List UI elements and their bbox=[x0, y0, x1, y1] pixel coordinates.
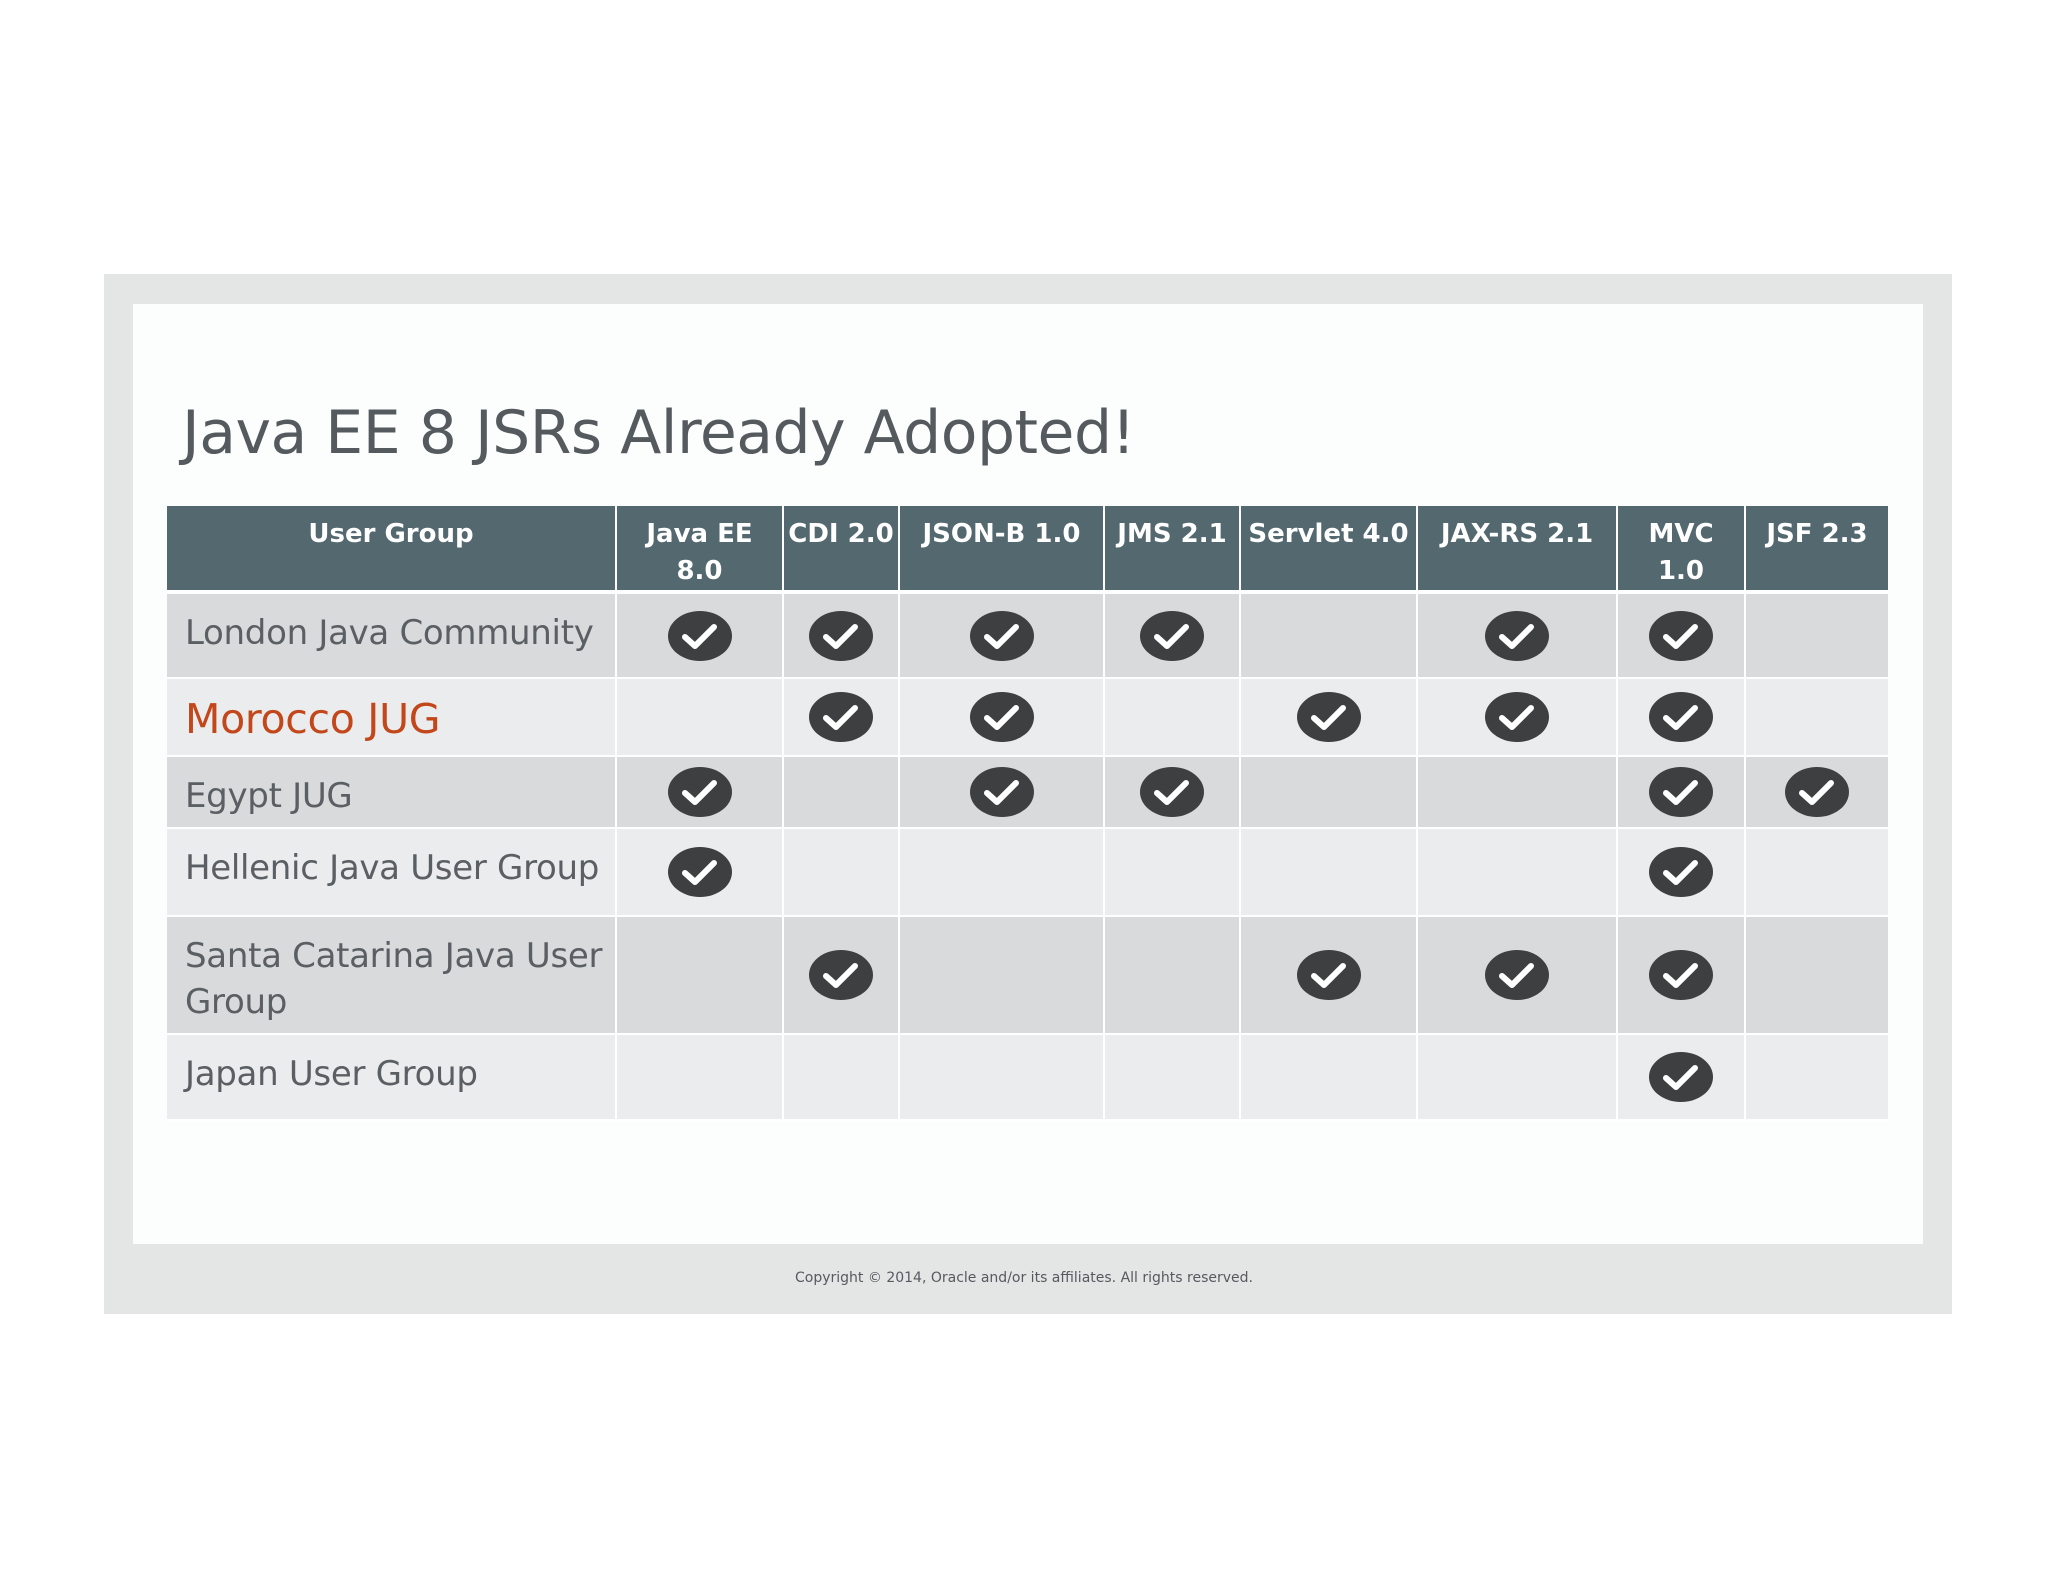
adoption-cell bbox=[899, 756, 1104, 828]
user-group-name: Egypt JUG bbox=[167, 756, 616, 828]
adoption-cell bbox=[783, 678, 899, 756]
checkmark-circle-icon bbox=[969, 766, 1035, 818]
table-row bbox=[167, 756, 1888, 828]
header-jax-rs: JAX-RS 2.1 bbox=[1417, 506, 1617, 592]
table-row bbox=[167, 678, 1888, 756]
checkmark-circle-icon bbox=[1484, 610, 1550, 662]
adoption-cell bbox=[1745, 756, 1888, 828]
adoption-cell bbox=[1417, 678, 1617, 756]
checkmark-circle-icon bbox=[969, 691, 1035, 743]
user-group-name: Hellenic Java User Group bbox=[167, 828, 616, 916]
adoption-cell bbox=[899, 678, 1104, 756]
adoption-cell bbox=[1240, 678, 1417, 756]
table-row bbox=[167, 828, 1888, 916]
slide-title: Java EE 8 JSRs Already Adopted! bbox=[182, 398, 1136, 468]
adoption-cell bbox=[783, 916, 899, 1034]
user-group-name: Morocco JUG bbox=[167, 678, 616, 756]
adoption-cell bbox=[616, 592, 783, 678]
checkmark-circle-icon bbox=[1784, 766, 1850, 818]
adoption-cell bbox=[1104, 592, 1240, 678]
adoption-cell bbox=[616, 756, 783, 828]
header-json-b: JSON-B 1.0 bbox=[899, 506, 1104, 592]
adoption-cell bbox=[1745, 678, 1888, 756]
checkmark-circle-icon bbox=[1296, 691, 1362, 743]
checkmark-circle-icon bbox=[667, 610, 733, 662]
adoption-cell bbox=[899, 916, 1104, 1034]
table-row bbox=[167, 592, 1888, 678]
adoption-cell bbox=[1240, 592, 1417, 678]
adoption-cell bbox=[616, 828, 783, 916]
header-mvc: MVC 1.0 bbox=[1617, 506, 1745, 592]
header-jsf: JSF 2.3 bbox=[1745, 506, 1888, 592]
adoption-cell bbox=[1745, 828, 1888, 916]
adoption-cell bbox=[1617, 1034, 1745, 1120]
adoption-cell bbox=[899, 592, 1104, 678]
header-user-group: User Group bbox=[167, 506, 616, 592]
checkmark-circle-icon bbox=[1139, 610, 1205, 662]
checkmark-circle-icon bbox=[1648, 691, 1714, 743]
checkmark-circle-icon bbox=[1296, 949, 1362, 1001]
adoption-cell bbox=[1617, 916, 1745, 1034]
user-group-name: Japan User Group bbox=[167, 1034, 616, 1120]
adoption-cell bbox=[1240, 828, 1417, 916]
adoption-cell bbox=[616, 1034, 783, 1120]
table-header-row bbox=[167, 506, 1888, 592]
header-cdi: CDI 2.0 bbox=[783, 506, 899, 592]
user-group-name: Santa Catarina Java User Group bbox=[167, 916, 616, 1034]
adoption-cell bbox=[1104, 828, 1240, 916]
adoption-cell bbox=[783, 592, 899, 678]
adoption-cell bbox=[616, 678, 783, 756]
adoption-cell bbox=[1240, 1034, 1417, 1120]
header-java-ee: Java EE 8.0 bbox=[616, 506, 783, 592]
table-row bbox=[167, 916, 1888, 1034]
adoption-cell bbox=[1104, 916, 1240, 1034]
checkmark-circle-icon bbox=[969, 610, 1035, 662]
table-body bbox=[167, 592, 1888, 1120]
checkmark-circle-icon bbox=[1648, 610, 1714, 662]
checkmark-circle-icon bbox=[1484, 949, 1550, 1001]
header-servlet: Servlet 4.0 bbox=[1240, 506, 1417, 592]
adoption-cell bbox=[1417, 1034, 1617, 1120]
adoption-cell bbox=[1104, 756, 1240, 828]
adoption-cell bbox=[1417, 916, 1617, 1034]
adoption-cell bbox=[1104, 1034, 1240, 1120]
adoption-cell bbox=[1617, 828, 1745, 916]
adoption-cell bbox=[1417, 756, 1617, 828]
adoption-cell bbox=[783, 828, 899, 916]
adoption-cell bbox=[783, 1034, 899, 1120]
adoption-cell bbox=[899, 828, 1104, 916]
adoption-cell bbox=[1745, 1034, 1888, 1120]
copyright-footer: Copyright © 2014, Oracle and/or its affiliates. All rights reserved. bbox=[795, 1270, 1253, 1286]
checkmark-circle-icon bbox=[1648, 1051, 1714, 1103]
checkmark-circle-icon bbox=[667, 766, 733, 818]
checkmark-circle-icon bbox=[1139, 766, 1205, 818]
adoption-table bbox=[167, 506, 1888, 1121]
adoption-cell bbox=[1240, 916, 1417, 1034]
adoption-cell bbox=[899, 1034, 1104, 1120]
checkmark-circle-icon bbox=[667, 846, 733, 898]
adoption-cell bbox=[1417, 828, 1617, 916]
user-group-name: London Java Community bbox=[167, 592, 616, 678]
checkmark-circle-icon bbox=[1648, 766, 1714, 818]
adoption-cell bbox=[1617, 678, 1745, 756]
checkmark-circle-icon bbox=[808, 610, 874, 662]
adoption-cell bbox=[616, 916, 783, 1034]
adoption-cell bbox=[1417, 592, 1617, 678]
adoption-cell bbox=[1240, 756, 1417, 828]
checkmark-circle-icon bbox=[1648, 949, 1714, 1001]
header-jms: JMS 2.1 bbox=[1104, 506, 1240, 592]
adoption-cell bbox=[783, 756, 899, 828]
checkmark-circle-icon bbox=[808, 691, 874, 743]
adoption-cell bbox=[1104, 678, 1240, 756]
adoption-cell bbox=[1745, 916, 1888, 1034]
checkmark-circle-icon bbox=[1484, 691, 1550, 743]
adoption-cell bbox=[1617, 592, 1745, 678]
checkmark-circle-icon bbox=[808, 949, 874, 1001]
checkmark-circle-icon bbox=[1648, 846, 1714, 898]
adoption-cell bbox=[1617, 756, 1745, 828]
adoption-cell bbox=[1745, 592, 1888, 678]
table-row bbox=[167, 1034, 1888, 1120]
